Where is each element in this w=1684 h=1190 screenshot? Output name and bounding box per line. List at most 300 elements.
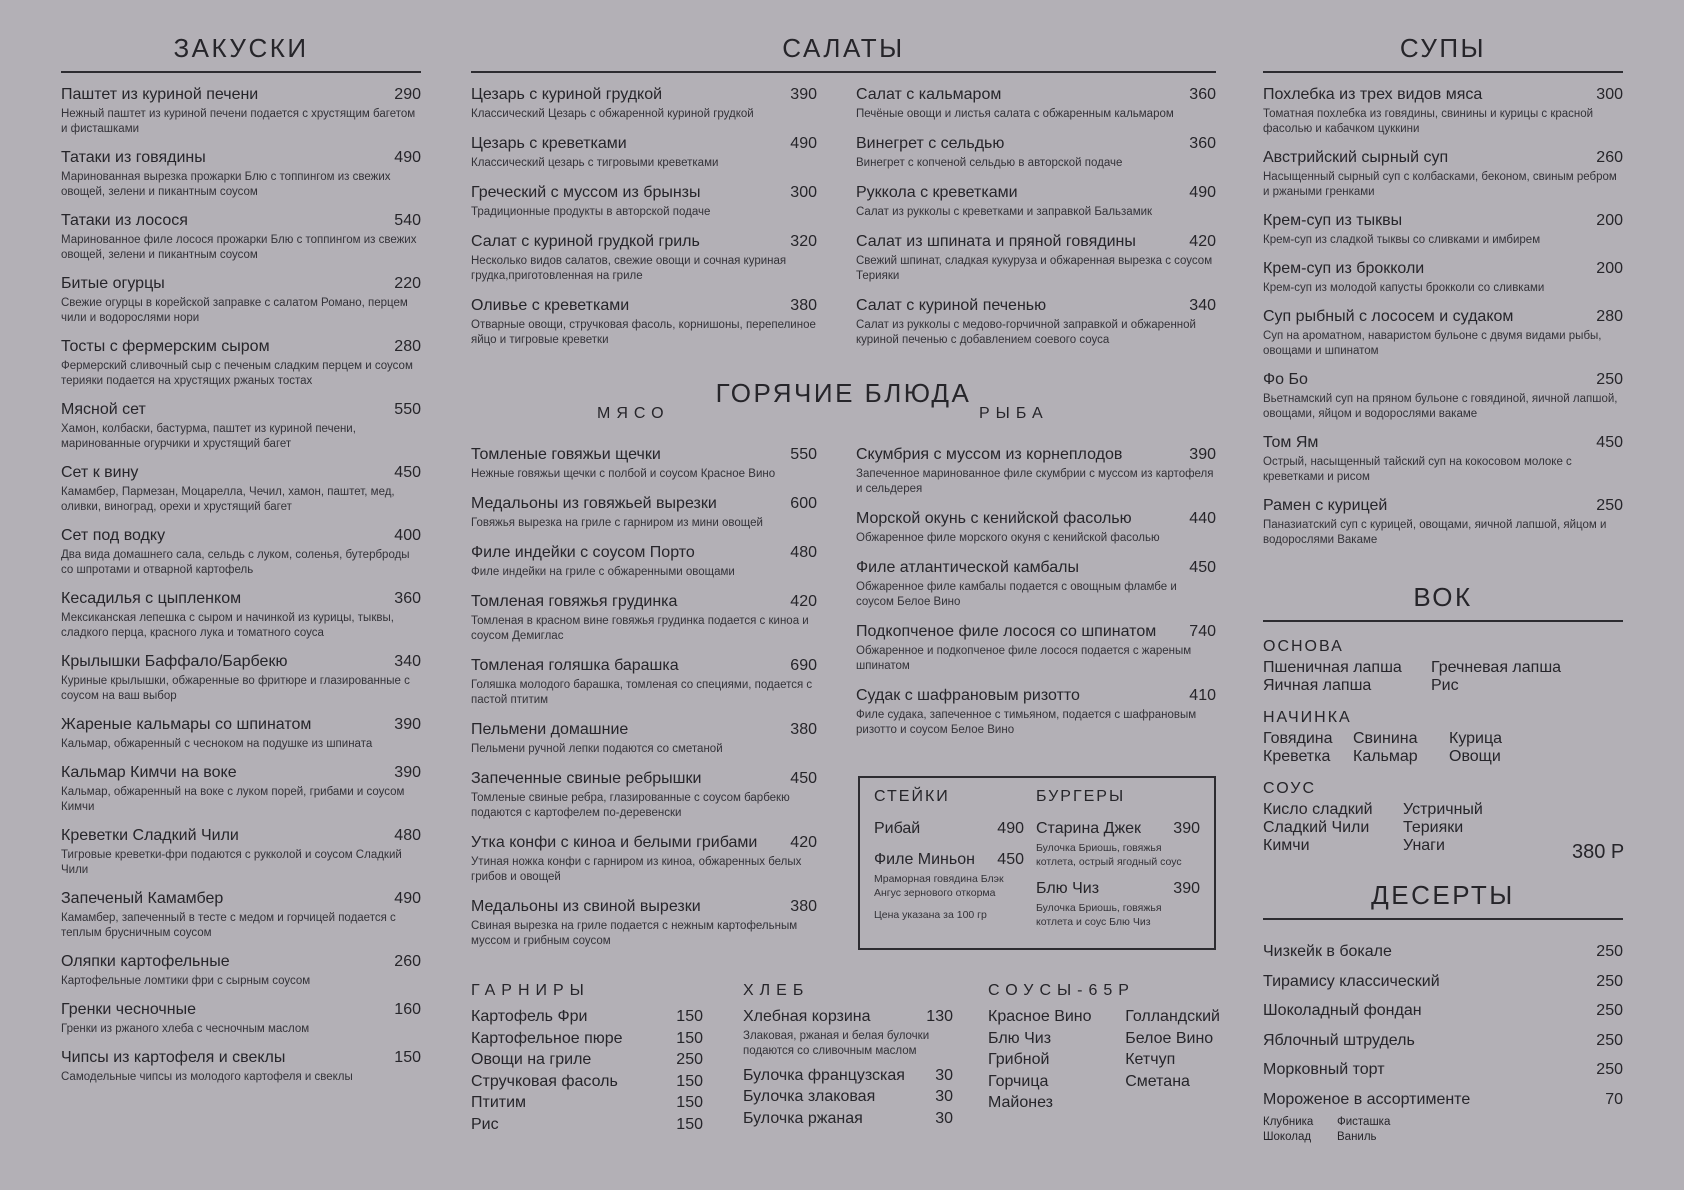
item-description: Филе судака, запеченное с тимьяном, подается с шафрановым ризотто и соусом Белое Вино xyxy=(856,709,1197,736)
item-price: 490 xyxy=(394,890,421,907)
garniry-list xyxy=(471,1006,703,1135)
menu-item xyxy=(1263,259,1623,296)
menu-item xyxy=(856,686,1216,738)
item-description: Насыщенный сырный суп с колбасками, беконом, свиным ребром и ржаными гренками xyxy=(1263,171,1617,198)
option-item: Гречневая лапша xyxy=(1431,659,1562,676)
menu-item xyxy=(61,1000,421,1037)
item-name: Медальоны из говяжьей вырезки xyxy=(471,495,717,512)
item-name: Морковный торт xyxy=(1263,1061,1385,1078)
menu-item xyxy=(1263,1090,1623,1109)
supy-section xyxy=(1263,33,1623,559)
menu-item xyxy=(61,889,421,941)
deserty-list xyxy=(1263,942,1623,1109)
item-description: Классический Цезарь с обжаренной куриной грудкой xyxy=(471,108,754,120)
item-description: Тигровые креветки-фри подаются с рукколой и соусом Сладкий Чили xyxy=(61,849,402,876)
item-name: Филе индейки с соусом Порто xyxy=(471,544,695,561)
item-name: Овощи на гриле xyxy=(471,1051,592,1068)
item-name: Фо Бо xyxy=(1263,371,1308,388)
item-description: Обжаренное и подкопченое филе лосося подается с жареным шпинатом xyxy=(856,645,1192,672)
item-name: Яблочный штрудель xyxy=(1263,1031,1415,1049)
item-name: Салат с кальмаром xyxy=(856,86,1002,103)
item-name: Жареные кальмары со шпинатом xyxy=(61,716,312,733)
menu-item xyxy=(1263,433,1623,485)
item-description: Голяшка молодого барашка, томленая со специями, подается с пастой птитим xyxy=(471,679,813,706)
item-price: 410 xyxy=(1189,687,1216,704)
salaty-title: САЛАТЫ xyxy=(471,33,1216,73)
item-description: Кальмар, обжаренный на воке с луком порей, грибами и соусом Кимчи xyxy=(61,786,405,813)
item-price: 600 xyxy=(790,495,817,512)
item-name: Картофель Фри xyxy=(471,1008,588,1025)
zakuski-title: ЗАКУСКИ xyxy=(61,33,421,73)
item-price: 390 xyxy=(790,86,817,103)
fish-subtitle: РЫБА xyxy=(979,405,1049,422)
wok-base-list xyxy=(1263,659,1623,695)
item-description: Винегрет с копченой сельдью в авторской подаче xyxy=(856,157,1123,169)
item-description: Классический цезарь с тигровыми креветками xyxy=(471,157,719,169)
menu-item xyxy=(1263,942,1623,961)
menu-item xyxy=(61,715,421,752)
garniry-title: ГАРНИРЫ xyxy=(471,982,590,999)
menu-item xyxy=(471,1092,703,1114)
item-price: 420 xyxy=(790,834,817,851)
steak-item: Филе Миньон 450 xyxy=(874,851,1024,868)
item-description: Камамбер, запеченный в тесте с медом и горчицей подается с теплым брусничным соусом xyxy=(61,912,396,939)
item-price: 320 xyxy=(790,233,817,250)
menu-item xyxy=(1263,148,1623,200)
item-name: Морской окунь с кенийской фасолью xyxy=(856,510,1132,527)
item-price: 250 xyxy=(1596,371,1623,388)
option-item: Свинина xyxy=(1353,730,1418,747)
option-item: Шоколад xyxy=(1263,1131,1312,1143)
item-description: Хамон, колбаски, бастурма, паштет из куриной печени, маринованные огурчики и хрустящий багет xyxy=(61,423,356,450)
item-name: Гренки чесночные xyxy=(61,1001,196,1018)
burger-item: Блю Чиз 390 xyxy=(1036,880,1200,897)
wok-filling-title: НАЧИНКА xyxy=(1263,709,1352,726)
item-price: 150 xyxy=(394,1049,421,1066)
item-name: Крем-суп из брокколи xyxy=(1263,260,1425,277)
item-name: Паштет из куриной печени xyxy=(61,86,259,103)
item-price: 420 xyxy=(1189,233,1216,250)
item-price: 380 xyxy=(790,898,817,915)
ice-cream-flavors xyxy=(1263,1115,1623,1145)
item-name: Чизкейк в бокале xyxy=(1263,943,1392,960)
option-item: Майонез xyxy=(988,1094,1053,1111)
item-price: 360 xyxy=(394,590,421,607)
item-name: Татаки из говядины xyxy=(61,149,206,166)
menu-item xyxy=(61,211,421,263)
item-price: 440 xyxy=(1189,510,1216,527)
item-price: 260 xyxy=(394,953,421,970)
menu-item xyxy=(743,1108,953,1130)
bread-section xyxy=(743,982,953,1129)
option-item: Фисташка xyxy=(1337,1116,1391,1128)
menu-item xyxy=(61,337,421,389)
menu-item xyxy=(1263,1060,1623,1079)
menu-item xyxy=(856,85,1216,122)
menu-item xyxy=(61,763,421,815)
item-name: Оляпки картофельные xyxy=(61,953,230,970)
item-price: 740 xyxy=(1189,623,1216,640)
item-name: Томленая говяжья грудинка xyxy=(471,593,678,610)
item-name: Медальоны из свиной вырезки xyxy=(471,898,701,915)
item-price: 360 xyxy=(1189,135,1216,152)
sauces-section xyxy=(988,982,1220,1114)
item-name: Сет под водку xyxy=(61,527,166,544)
menu-item xyxy=(471,183,817,220)
bread-title: ХЛЕБ xyxy=(743,982,810,999)
item-description: Традиционные продукты в авторской подаче xyxy=(471,206,711,218)
sauces-col1 xyxy=(988,1006,1092,1114)
item-price: 480 xyxy=(790,544,817,561)
menu-item xyxy=(471,232,817,284)
option-item: Красное Вино xyxy=(988,1008,1092,1025)
item-name: Салат из шпината и пряной говядины xyxy=(856,233,1136,250)
item-description: Острый, насыщенный тайский суп на кокосовом молоке с креветками и рисом xyxy=(1263,456,1572,483)
item-name: Булочка ржаная xyxy=(743,1109,863,1127)
option-item: Горчица xyxy=(988,1072,1049,1090)
menu-item xyxy=(471,833,817,885)
deserty-section xyxy=(1263,880,1623,1145)
item-name: Рамен с курицей xyxy=(1263,497,1388,514)
item-name: Винегрет с сельдью xyxy=(856,135,1005,152)
item-price: 200 xyxy=(1596,212,1623,229)
item-name: Запеченый Камамбер xyxy=(61,890,224,907)
wok-sauce-list xyxy=(1263,801,1623,855)
item-price: 450 xyxy=(1596,434,1623,451)
item-price: 450 xyxy=(394,464,421,481)
menu-item xyxy=(856,183,1216,220)
item-description: Салат из рукколы с медово-горчичной заправкой и обжаренной куриной печенью с добавлением соевого соуса xyxy=(856,319,1196,346)
supy-title: СУПЫ xyxy=(1263,33,1623,73)
item-description: Томленая в красном вине говяжья грудинка подается с киноа и соусом Демиглас xyxy=(471,615,809,642)
option-item: Яичная лапша xyxy=(1263,677,1372,694)
menu-item xyxy=(61,526,421,578)
garniry-section xyxy=(471,982,703,1135)
option-item: Пшеничная лапша xyxy=(1263,659,1402,676)
item-price: 280 xyxy=(1596,308,1623,325)
option-item: Сметана xyxy=(1125,1072,1190,1090)
item-name: Крылышки Баффало/Барбекю xyxy=(61,653,288,670)
menu-item xyxy=(1263,211,1623,248)
menu-item xyxy=(471,1006,703,1028)
item-description: Крем-суп из сладкой тыквы со сливками и имбирем xyxy=(1263,234,1541,246)
menu-item xyxy=(471,1049,703,1071)
menu-item xyxy=(856,134,1216,171)
item-name: Цезарь с куриной грудкой xyxy=(471,86,663,103)
item-price: 400 xyxy=(394,527,421,544)
item-price: 390 xyxy=(1189,446,1216,463)
item-name: Битые огурцы xyxy=(61,275,165,292)
item-name: Стручковая фасоль xyxy=(471,1072,618,1090)
item-price: 150 xyxy=(676,1115,703,1133)
burger-item: Старина Джек 390 xyxy=(1036,820,1200,837)
item-name: Картофельное пюре xyxy=(471,1029,623,1047)
menu-item xyxy=(471,592,817,644)
item-price: 690 xyxy=(790,657,817,674)
wok-base-title: ОСНОВА xyxy=(1263,638,1344,655)
item-price: 250 xyxy=(676,1051,703,1068)
item-name: Руккола с креветками xyxy=(856,184,1018,201)
item-name: Подкопченое филе лосося со шпинатом xyxy=(856,623,1157,640)
menu-item xyxy=(1263,370,1623,422)
item-price: 540 xyxy=(394,212,421,229)
steaks-burgers-box: СТЕЙКИ Рибай 490 Филе Миньон 450 Мраморная говядина Блэк Ангус зернового откорма Цена указана за 100 гр БУРГЕРЫ Старина Джек 390 Булочка Бриошь, говяжья котлета, острый ягодный соус Блю Чиз 390 Булочка Бриошь, говяжья котлета и соус Блю Чиз xyxy=(858,776,1216,950)
salaty-right-list xyxy=(856,85,1216,360)
menu-item xyxy=(471,494,817,531)
sauces-col2 xyxy=(1125,1006,1220,1114)
item-description: Нежные говяжьи щечки с полбой и соусом Красное Вино xyxy=(471,468,776,480)
hot-meat-list xyxy=(471,445,817,961)
item-price: 420 xyxy=(790,593,817,610)
menu-item xyxy=(471,769,817,821)
item-price: 250 xyxy=(1596,972,1623,990)
item-name: Суп рыбный с лососем и судаком xyxy=(1263,308,1514,325)
item-price: 390 xyxy=(394,764,421,781)
option-item: Грибной xyxy=(988,1051,1050,1068)
item-name: Утка конфи с киноа и белыми грибами xyxy=(471,834,758,851)
hot-fish-list xyxy=(856,445,1216,750)
item-name: Кесадилья с цыпленком xyxy=(61,590,242,607)
item-description: Куриные крылышки, обжаренные во фритюре и глазированные с соусом на ваш выбор xyxy=(61,675,410,702)
item-name: Птитим xyxy=(471,1094,527,1111)
item-name: Цезарь с креветками xyxy=(471,135,627,152)
zakuski-section xyxy=(61,33,421,1096)
menu-item xyxy=(471,656,817,708)
item-price: 300 xyxy=(1596,86,1623,103)
item-description: Крем-суп из молодой капусты брокколи со сливками xyxy=(1263,282,1545,294)
menu-item xyxy=(856,445,1216,497)
item-description: Свиная вырезка на гриле подается с нежным картофельным муссом и грибным соусом xyxy=(471,920,798,947)
menu-item xyxy=(743,1086,953,1108)
option-item: Курица xyxy=(1449,730,1503,747)
item-name: Салат с куриной печенью xyxy=(856,297,1047,314)
item-description: Утиная ножка конфи с гарниром из киноа, обжаренных белых грибов и овощей xyxy=(471,856,802,883)
item-price: 30 xyxy=(935,1088,953,1105)
menu-item xyxy=(1263,1031,1623,1050)
item-name: Греческий с муссом из брынзы xyxy=(471,184,701,201)
menu-item xyxy=(1263,85,1623,137)
item-name: Скумбрия с муссом из корнеплодов xyxy=(856,446,1123,463)
menu-item xyxy=(61,952,421,989)
item-description: Кальмар, обжаренный с чесноком на подушке из шпината xyxy=(61,738,373,750)
option-item: Клубника xyxy=(1263,1116,1314,1128)
item-description: Пельмени ручной лепки подаются со сметаной xyxy=(471,743,723,755)
item-price: 150 xyxy=(676,1072,703,1090)
item-price: 390 xyxy=(394,716,421,733)
wok-price: 380 Р xyxy=(1572,841,1625,863)
menu-item xyxy=(856,232,1216,284)
option-item: Кетчуп xyxy=(1125,1051,1176,1068)
menu-item xyxy=(61,826,421,878)
burgers-title: БУРГЕРЫ xyxy=(1036,788,1126,805)
menu-item xyxy=(856,622,1216,674)
item-price: 550 xyxy=(394,401,421,418)
option-item: Кальмар xyxy=(1353,748,1418,765)
option-item: Кисло сладкий xyxy=(1263,801,1373,818)
bread-list xyxy=(743,1065,953,1130)
item-description: Свежие огурцы в корейской заправке с салатом Романо, перцем чили и водорослями нори xyxy=(61,297,408,324)
item-price: 490 xyxy=(1189,184,1216,201)
supy-list xyxy=(1263,85,1623,548)
item-description: Паназиатский суп с курицей, овощами, яичной лапшой, яйцом и водорослями Вакаме xyxy=(1263,519,1607,546)
item-name: Мороженое в ассортименте xyxy=(1263,1090,1471,1108)
item-price: 490 xyxy=(790,135,817,152)
item-price: 250 xyxy=(1596,1002,1623,1019)
item-description: Два вида домашнего сала, сельдь с луком, соленья, бутерброды со шпротами и отварной картофель xyxy=(61,549,410,576)
wok-filling-list xyxy=(1263,730,1623,766)
item-price: 250 xyxy=(1596,1031,1623,1049)
option-item: Говядина xyxy=(1263,730,1333,747)
item-price: 360 xyxy=(1189,86,1216,103)
item-name: Томленые говяжьи щечки xyxy=(471,446,661,463)
menu-item xyxy=(61,400,421,452)
menu-item xyxy=(1263,1001,1623,1020)
item-name: Австрийский сырный суп xyxy=(1263,149,1449,166)
item-price: 150 xyxy=(676,1094,703,1111)
menu-item xyxy=(471,897,817,949)
item-description: Обжаренное филе морского окуня с кенийской фасолью xyxy=(856,532,1160,544)
menu-item xyxy=(471,85,817,122)
item-price: 150 xyxy=(676,1029,703,1047)
option-item: Голландский xyxy=(1125,1008,1220,1025)
item-description: Филе индейки на гриле с обжаренными овощами xyxy=(471,566,735,578)
item-price: 250 xyxy=(1596,1061,1623,1078)
menu-item xyxy=(471,1071,703,1093)
option-item: Сладкий Чили xyxy=(1263,819,1370,836)
item-name: Шоколадный фондан xyxy=(1263,1002,1422,1019)
item-price: 300 xyxy=(790,184,817,201)
item-name: Тосты с фермерским сыром xyxy=(61,338,270,355)
item-name: Томленая голяшка барашка xyxy=(471,657,679,674)
steaks-desc: Мраморная говядина Блэк Ангус зернового откорма xyxy=(874,873,1004,899)
menu-item xyxy=(471,1028,703,1050)
steak-item: Рибай 490 xyxy=(874,820,1024,837)
bread-basket: Хлебная корзина 130 xyxy=(743,1008,953,1025)
item-name: Булочка французская xyxy=(743,1066,905,1084)
menu-item xyxy=(61,274,421,326)
menu-item xyxy=(471,134,817,171)
item-description: Маринованная вырезка прожарки Блю с топпингом из свежих овощей, зелени и пикантным соусом xyxy=(61,171,391,198)
item-price: 250 xyxy=(1596,497,1623,514)
item-price: 200 xyxy=(1596,260,1623,277)
item-price: 280 xyxy=(394,338,421,355)
menu-item xyxy=(1263,496,1623,548)
sauces-title: СОУСЫ-65Р xyxy=(988,982,1135,999)
item-name: Оливье с креветками xyxy=(471,297,630,314)
item-price: 150 xyxy=(676,1008,703,1025)
item-name: Крем-суп из тыквы xyxy=(1263,212,1403,229)
item-description: Запеченное маринованное филе скумбрии с муссом из картофеля и сельдерея xyxy=(856,468,1214,495)
item-description: Суп на ароматном, наваристом бульоне с двумя видами рыбы, овощами и шпинатом xyxy=(1263,330,1602,357)
item-price: 30 xyxy=(935,1066,953,1084)
menu-item xyxy=(471,720,817,757)
item-name: Филе атлантической камбалы xyxy=(856,559,1079,576)
meat-subtitle: МЯСО xyxy=(597,405,670,422)
option-item: Терияки xyxy=(1403,819,1464,836)
menu-item xyxy=(471,445,817,482)
item-description: Салат из рукколы с креветками и заправкой Бальзамик xyxy=(856,206,1153,218)
menu-item xyxy=(743,1065,953,1087)
item-price: 160 xyxy=(394,1001,421,1018)
menu-item xyxy=(61,1048,421,1085)
menu-item xyxy=(856,296,1216,348)
item-price: 260 xyxy=(1596,149,1623,166)
wok-sauce-title: СОУС xyxy=(1263,780,1317,797)
item-description: Камамбер, Пармезан, Моцарелла, Чечил, хамон, паштет, мед, оливки, виноград, орехи и хрустящий багет xyxy=(61,486,395,513)
item-price: 250 xyxy=(1596,943,1623,960)
item-price: 290 xyxy=(394,86,421,103)
menu-item xyxy=(1263,307,1623,359)
menu-item xyxy=(471,296,817,348)
item-name: Мясной сет xyxy=(61,401,146,418)
item-description: Маринованное филе лосося прожарки Блю с топпингом из свежих овощей, зелени и пикантным соусом xyxy=(61,234,417,261)
menu-item xyxy=(471,543,817,580)
item-price: 490 xyxy=(394,149,421,166)
option-item: Устричный xyxy=(1403,801,1483,818)
option-item: Ваниль xyxy=(1337,1131,1377,1143)
menu-item xyxy=(61,85,421,137)
item-description: Говяжья вырезка на гриле с гарниром из мини овощей xyxy=(471,517,763,529)
item-price: 450 xyxy=(1189,559,1216,576)
option-item: Унаги xyxy=(1403,837,1445,854)
option-item: Креветка xyxy=(1263,748,1331,765)
option-item: Овощи xyxy=(1449,748,1501,765)
item-price: 380 xyxy=(790,721,817,738)
item-description: Обжаренное филе камбалы подается с овощным фламбе и соусом Белое Вино xyxy=(856,581,1177,608)
bread-basket-desc: Злаковая, ржаная и белая булочки подаются со сливочным маслом xyxy=(743,1029,930,1057)
menu-item xyxy=(61,148,421,200)
item-price: 30 xyxy=(935,1109,953,1127)
item-description: Самодельные чипсы из молодого картофеля и свеклы xyxy=(61,1071,353,1083)
item-description: Нежный паштет из куриной печени подается с хрустящим багетом и фисташками xyxy=(61,108,416,135)
item-name: Том Ям xyxy=(1263,434,1319,451)
steaks-title: СТЕЙКИ xyxy=(874,788,950,805)
menu-item xyxy=(1263,972,1623,991)
menu-item xyxy=(856,558,1216,610)
item-name: Салат с куриной грудкой гриль xyxy=(471,233,700,250)
zakuski-list xyxy=(61,85,421,1085)
item-description: Несколько видов салатов, свежие овощи и сочная куриная грудка,приготовленная на гриле xyxy=(471,255,787,282)
item-description: Картофельные ломтики фри с сырным соусом xyxy=(61,975,311,987)
item-description: Отварные овощи, стручковая фасоль, корнишоны, перепелиное яйцо и тигровые креветки xyxy=(471,319,816,346)
item-name: Судак с шафрановым ризотто xyxy=(856,687,1080,704)
item-name: Сет к вину xyxy=(61,464,139,481)
item-name: Креветки Сладкий Чили xyxy=(61,827,239,844)
wok-section xyxy=(1263,582,1623,855)
item-price: 70 xyxy=(1605,1090,1623,1108)
menu-item xyxy=(61,463,421,515)
item-description: Томленые свиные ребра, глазированные с соусом барбекю подаются с картофелем по-деревенски xyxy=(471,792,790,819)
steaks-note: Цена указана за 100 гр xyxy=(874,909,987,921)
salaty-section xyxy=(471,33,1216,360)
item-name: Тирамису классический xyxy=(1263,972,1440,990)
item-price: 550 xyxy=(790,446,817,463)
option-item: Рис xyxy=(1431,677,1459,694)
item-name: Рис xyxy=(471,1115,499,1133)
item-name: Похлебка из трех видов мяса xyxy=(1263,86,1483,103)
item-price: 340 xyxy=(394,653,421,670)
menu-item xyxy=(61,652,421,704)
item-price: 380 xyxy=(790,297,817,314)
hot-title: ГОРЯЧИЕ БЛЮДА xyxy=(715,378,972,408)
item-price: 220 xyxy=(394,275,421,292)
item-description: Фермерский сливочный сыр с печеным сладким перцем и соусом терияки подается на хрустящих ржаных тостах xyxy=(61,360,413,387)
item-name: Чипсы из картофеля и свеклы xyxy=(61,1049,286,1066)
deserty-title: ДЕСЕРТЫ xyxy=(1263,880,1623,920)
item-price: 450 xyxy=(790,770,817,787)
item-name: Запеченные свиные ребрышки xyxy=(471,770,702,787)
item-description: Вьетнамский суп на пряном бульоне с говядиной, яичной лапшой, овощами, яйцом и водорослями вакаме xyxy=(1263,393,1618,420)
